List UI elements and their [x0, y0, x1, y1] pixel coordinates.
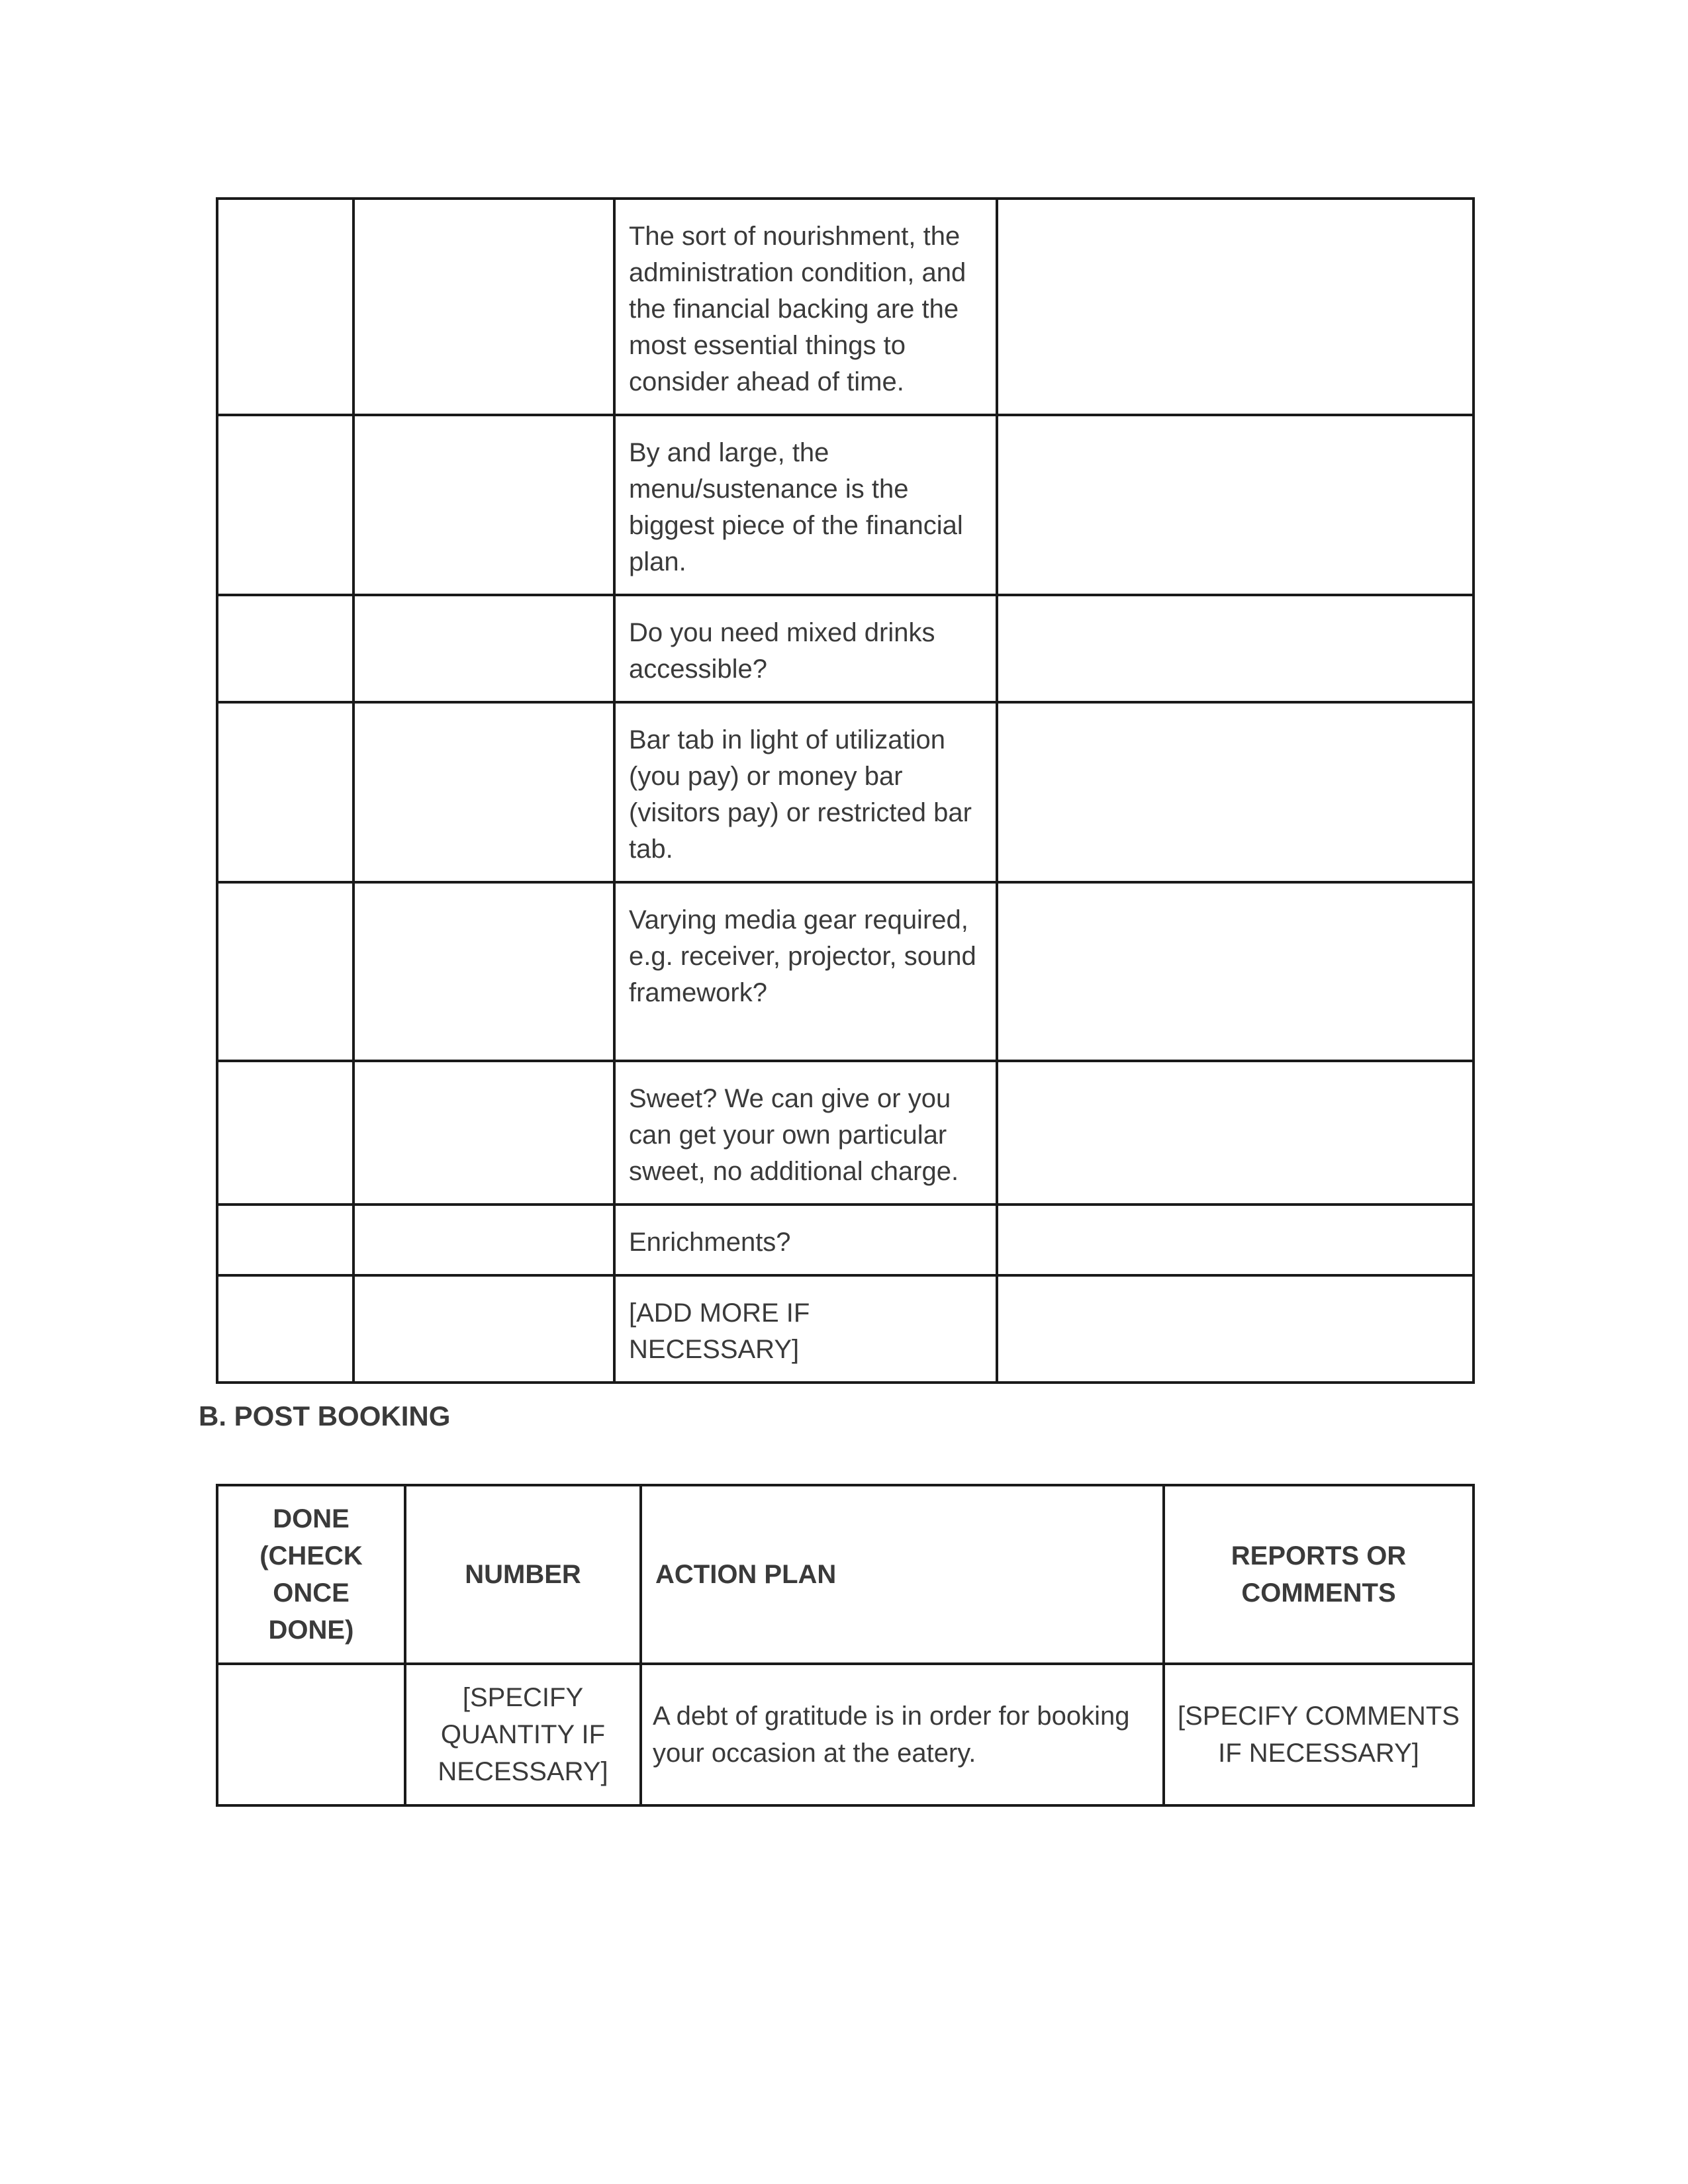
- action-plan-cell: Enrichments?: [614, 1205, 997, 1275]
- header-row: [217, 1485, 1474, 1664]
- number-cell[interactable]: [353, 882, 614, 1061]
- done-cell[interactable]: [217, 702, 353, 882]
- action-plan-cell: Varying media gear required, e.g. receiver, projector, sound framework?: [614, 882, 997, 1061]
- done-cell[interactable]: [217, 595, 353, 702]
- action-plan-cell: Bar tab in light of utilization (you pay) or money bar (visitors pay) or restricted bar tab.: [614, 702, 997, 882]
- done-cell[interactable]: [217, 1205, 353, 1275]
- number-cell[interactable]: [353, 1205, 614, 1275]
- comments-cell[interactable]: [997, 415, 1474, 595]
- table-row: [217, 1664, 1474, 1805]
- done-cell[interactable]: [217, 1664, 405, 1805]
- table-row: [217, 1205, 1474, 1275]
- comments-cell[interactable]: [997, 1205, 1474, 1275]
- number-header: NUMBER: [405, 1485, 641, 1664]
- done-cell[interactable]: [217, 1061, 353, 1205]
- table-row: [217, 199, 1474, 415]
- action-plan-cell: [ADD MORE IF NECESSARY]: [614, 1275, 997, 1383]
- done-cell[interactable]: [217, 199, 353, 415]
- number-cell[interactable]: [353, 415, 614, 595]
- comments-cell[interactable]: [997, 1275, 1474, 1383]
- number-cell[interactable]: [SPECIFY QUANTITY IF NECESSARY]: [405, 1664, 641, 1805]
- comments-cell[interactable]: [997, 1061, 1474, 1205]
- action-plan-cell: By and large, the menu/sustenance is the biggest piece of the financial plan.: [614, 415, 997, 595]
- comments-cell[interactable]: [SPECIFY COMMENTS IF NECESSARY]: [1164, 1664, 1474, 1805]
- number-cell[interactable]: [353, 595, 614, 702]
- comments-cell[interactable]: [997, 702, 1474, 882]
- pre-booking-table: [216, 197, 1475, 1384]
- done-cell[interactable]: [217, 415, 353, 595]
- number-cell[interactable]: [353, 1061, 614, 1205]
- number-cell[interactable]: [353, 199, 614, 415]
- table-row: [217, 595, 1474, 702]
- table-row: [217, 1275, 1474, 1383]
- table-row: [217, 1061, 1474, 1205]
- number-cell[interactable]: [353, 702, 614, 882]
- action-plan-cell: A debt of gratitude is in order for booking your occasion at the eatery.: [641, 1664, 1164, 1805]
- table-row: [217, 415, 1474, 595]
- post-booking-table: [216, 1484, 1475, 1807]
- done-cell[interactable]: [217, 882, 353, 1061]
- table-row: [217, 702, 1474, 882]
- number-cell[interactable]: [353, 1275, 614, 1383]
- done-header: DONE (CHECK ONCE DONE): [217, 1485, 405, 1664]
- action-plan-cell: Do you need mixed drinks accessible?: [614, 595, 997, 702]
- section-heading: B. POST BOOKING: [199, 1400, 451, 1432]
- done-cell[interactable]: [217, 1275, 353, 1383]
- comments-cell[interactable]: [997, 595, 1474, 702]
- action-plan-cell: Sweet? We can give or you can get your own particular sweet, no additional charge.: [614, 1061, 997, 1205]
- comments-cell[interactable]: [997, 882, 1474, 1061]
- table-row: [217, 882, 1474, 1061]
- action-plan-cell: The sort of nourishment, the administration condition, and the financial backing are the most essential things to consider ahead of time.: [614, 199, 997, 415]
- comments-cell[interactable]: [997, 199, 1474, 415]
- action-plan-header: ACTION PLAN: [641, 1485, 1164, 1664]
- reports-header: REPORTS OR COMMENTS: [1164, 1485, 1474, 1664]
